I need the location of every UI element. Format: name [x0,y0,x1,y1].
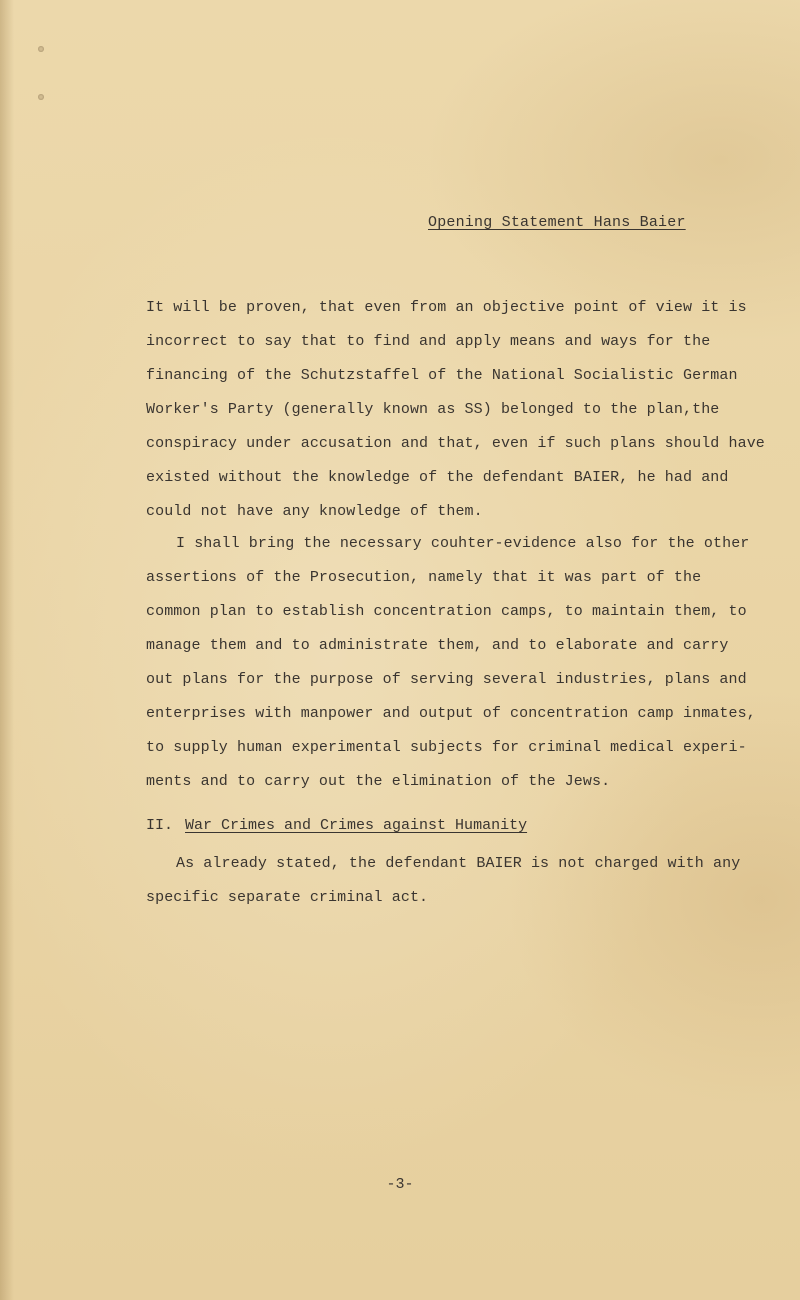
section-title: War Crimes and Crimes against Humanity [185,817,528,834]
text-line: specific separate criminal act. [146,889,429,906]
text-line: out plans for the purpose of serving several industries, plans and [146,671,747,688]
text-line: assertions of the Prosecution, namely that it was part of the [146,569,702,586]
punch-hole [38,46,44,52]
document-title: Opening Statement Hans Baier [428,214,686,231]
text-line: Worker's Party (generally known as SS) belonged to the plan,the [146,401,720,418]
text-line: could not have any knowledge of them. [146,503,483,520]
paragraph-3 [146,847,741,915]
section-number: II. [146,817,174,834]
page-number: -3- [386,1176,414,1193]
text-line: common plan to establish concentration camps, to maintain them, to [146,603,747,620]
text-line: It will be proven, that even from an objective point of view it is [146,299,747,316]
paragraph-2 [146,527,756,799]
text-line: enterprises with manpower and output of concentration camp inmates, [146,705,756,722]
text-line: conspiracy under accusation and that, even if such plans should have [146,435,765,452]
text-line: to supply human experimental subjects for criminal medical experi- [146,739,747,756]
text-line: I shall bring the necessary couhter-evidence also for the other [176,535,750,552]
text-line: incorrect to say that to find and apply means and ways for the [146,333,711,350]
text-line: financing of the Schutzstaffel of the National Socialistic German [146,367,738,384]
text-line: As already stated, the defendant BAIER is not charged with any [176,855,741,872]
text-line: manage them and to administrate them, and to elaborate and carry [146,637,729,654]
section-heading [146,817,527,834]
punch-hole [38,94,44,100]
page-edge-shadow [0,0,14,1300]
paragraph-1 [146,291,765,529]
text-line: ments and to carry out the elimination of the Jews. [146,773,611,790]
text-line: existed without the knowledge of the defendant BAIER, he had and [146,469,729,486]
